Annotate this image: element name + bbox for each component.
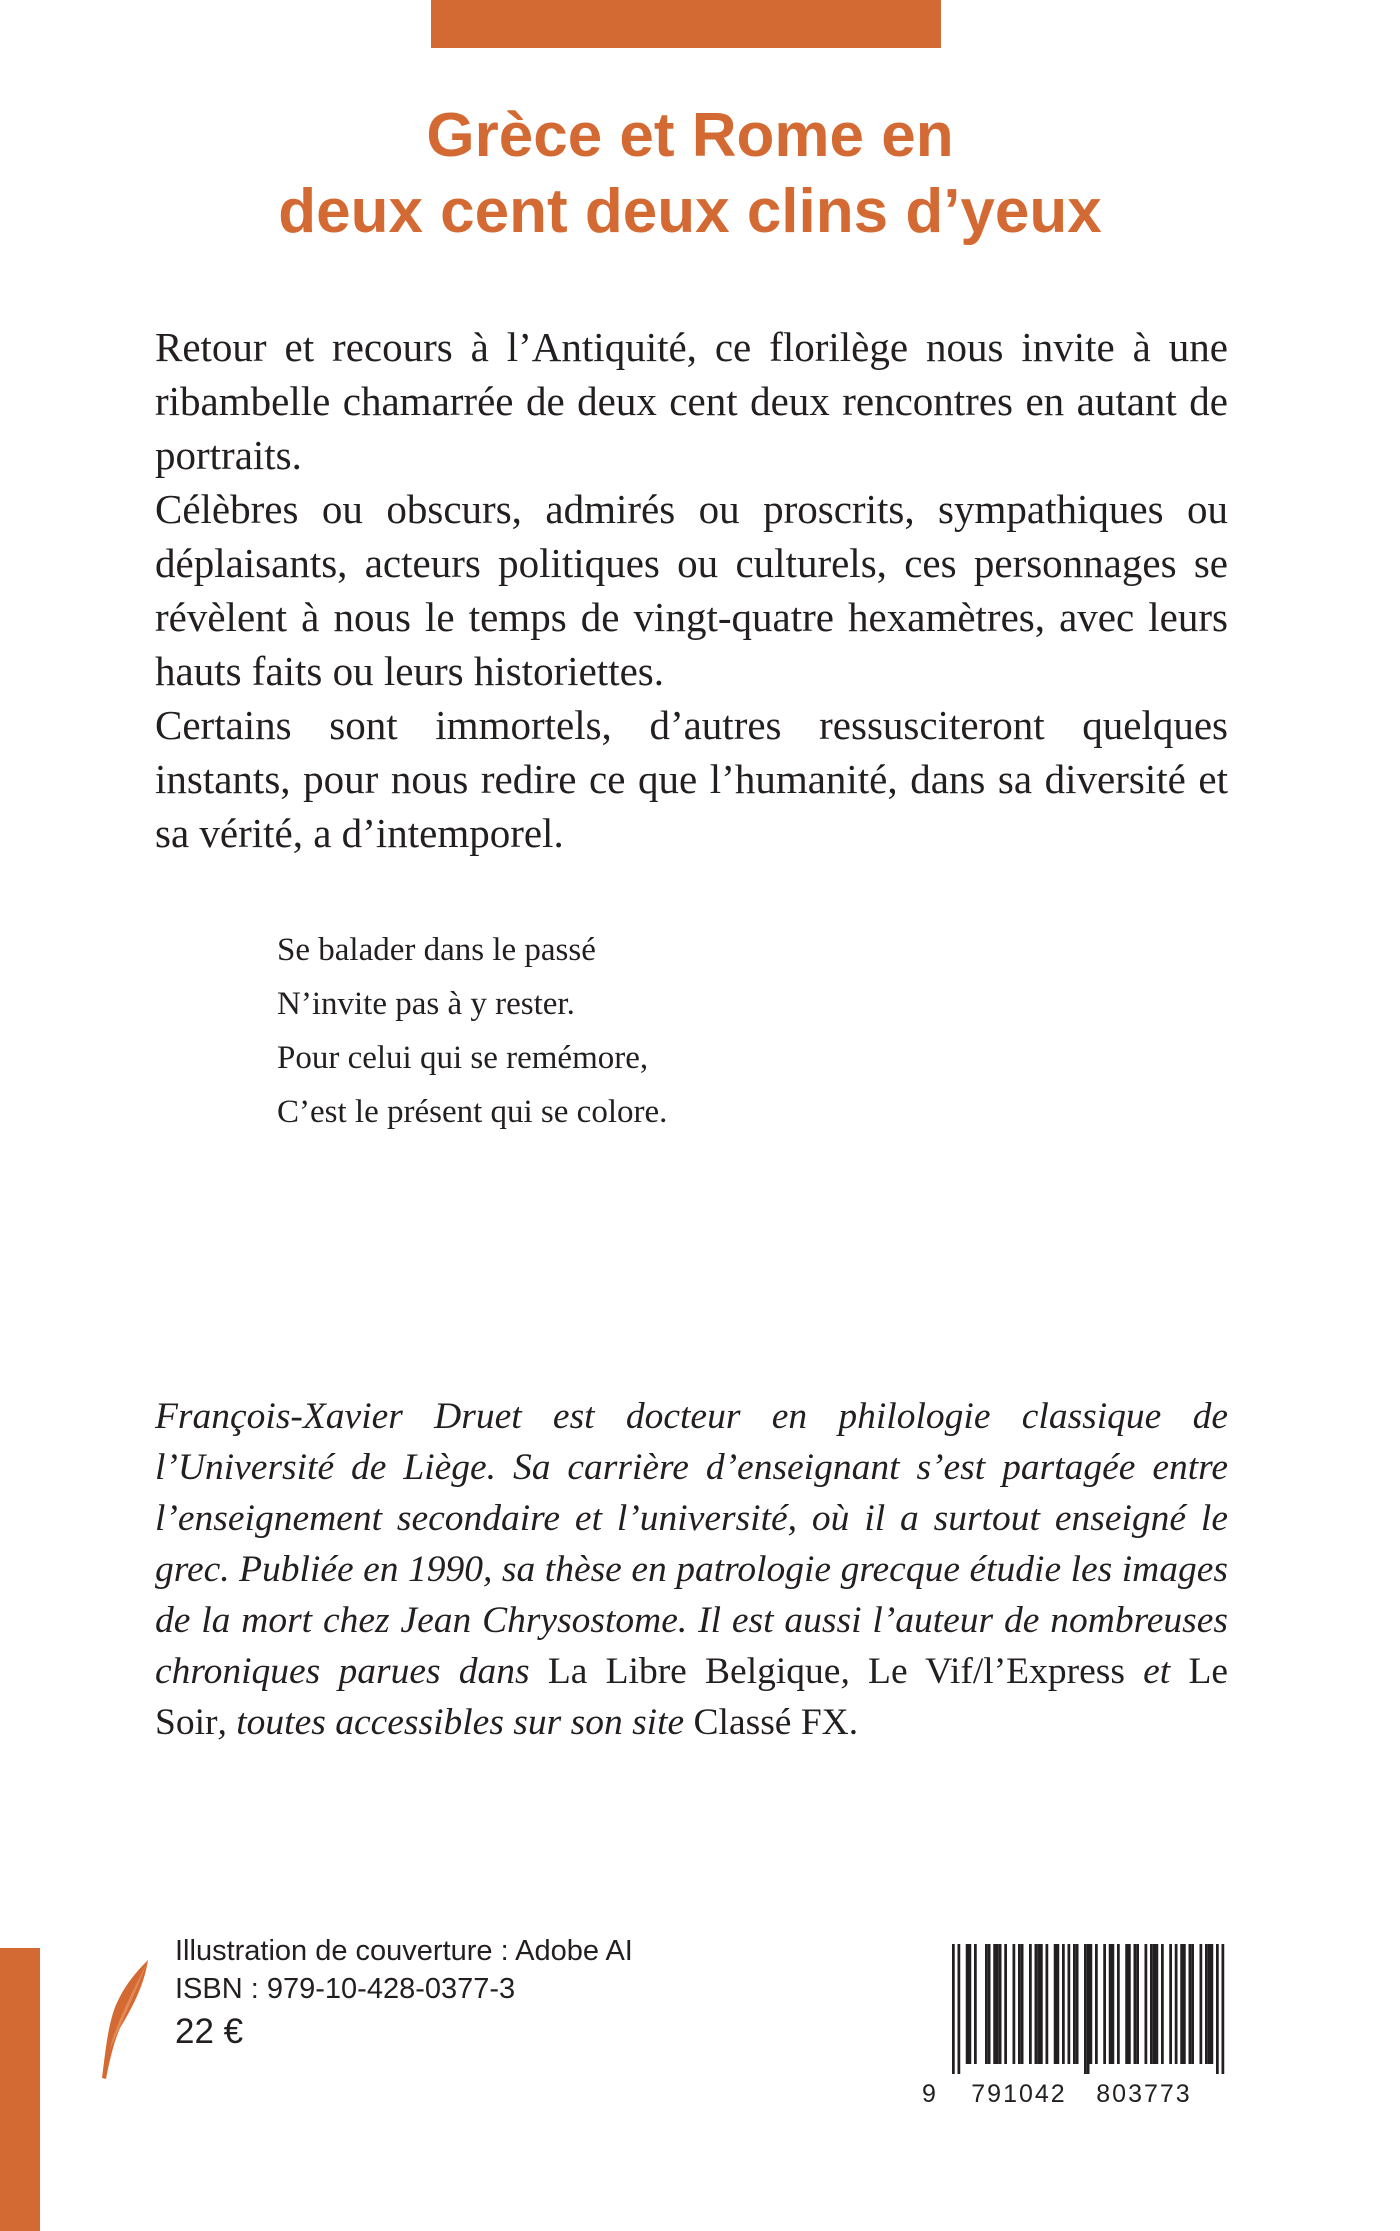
newspaper-le-soir: Le Soir — [155, 1651, 1228, 1743]
barcode-bar — [1095, 1944, 1098, 2064]
barcode-bar — [1136, 1944, 1139, 2064]
barcode-bar — [1180, 1944, 1183, 2064]
barcode-bar — [1004, 1944, 1007, 2064]
bio-and: et — [1124, 1651, 1189, 1692]
barcode-bar — [1128, 1944, 1131, 2064]
poem-line: Se balader dans le passé — [277, 932, 596, 968]
barcode-bar — [1189, 1944, 1192, 2064]
barcode-bar — [1046, 1944, 1049, 2064]
barcode-bars — [952, 1944, 1224, 2074]
poem-line: Pour celui qui se remémore, — [277, 1040, 649, 1076]
barcode-bar — [958, 1944, 961, 2074]
bio-middle-text: , toutes accessibles sur son site — [217, 1702, 694, 1743]
newspaper-la-libre-belgique: La Libre Belgique — [547, 1651, 841, 1692]
barcode-bar — [1117, 1944, 1120, 2064]
barcode-bar — [1222, 1944, 1225, 2074]
barcode-bar — [1134, 1944, 1137, 2064]
barcode-bar — [1090, 1944, 1093, 2064]
barcode-bar — [952, 1944, 955, 2074]
barcode-bar — [985, 1944, 988, 2064]
barcode-digits-right: 803773 — [1096, 2080, 1192, 2108]
barcode-bar — [1175, 1944, 1178, 2064]
poem-excerpt — [277, 923, 667, 1139]
blurb-paragraph: Célèbres ou obscurs, admirés ou proscrits, sympathiques ou déplaisants, acteurs politiques ou culturels, ces personnages se révèlent à nous le temps de vingt-quatre hexamètres, avec leurs hauts faits ou leurs historiettes. — [155, 486, 1228, 694]
barcode-bar — [1037, 1944, 1040, 2064]
bio-intro-text: François-Xavier Druet est docteur en philologie classique de l’Université de Liège. Sa carrière d’enseignant s’est partagée entre l’enseignement secondaire et l’université, où il a surtout enseigné le grec. Publiée en 1990, sa thèse en patrologie grecque étudie les images de la mort chez Jean Chrysostome. Il est aussi l’auteur de nombreuses chroniques parues dans — [155, 1396, 1228, 1692]
book-blurb — [155, 320, 1228, 860]
barcode-bar — [1125, 1944, 1128, 2064]
barcode-bar — [1021, 1944, 1024, 2064]
barcode-bar — [1200, 1944, 1203, 2064]
title-line-2: deux cent deux clins d’yeux — [278, 177, 1102, 246]
newspaper-le-vif-express: Le Vif/l’Express — [868, 1651, 1125, 1692]
poem-line: N’invite pas à y rester. — [277, 986, 575, 1022]
blurb-paragraph: Retour et recours à l’Antiquité, ce florilège nous invite à une ribambelle chamarrée de deux cent deux rencontres en autant de portraits. — [155, 324, 1228, 478]
title-line-1: Grèce et Rome en — [426, 101, 954, 170]
barcode-digits-left: 791042 — [971, 2080, 1067, 2108]
barcode-bar — [1029, 1944, 1032, 2064]
barcode-bar — [1211, 1944, 1214, 2064]
barcode-bar — [1109, 1944, 1112, 2064]
author-bio-paragraph — [155, 1391, 1228, 1748]
price: 22 € — [175, 2012, 244, 2051]
barcode-bar — [1216, 1944, 1219, 2074]
barcode-bar — [1156, 1944, 1159, 2064]
illustration-credit: Illustration de couverture : Adobe AI — [175, 1935, 633, 1967]
barcode-bar — [1057, 1944, 1060, 2064]
barcode-bar — [1087, 1944, 1090, 2074]
barcode-bar — [1035, 1944, 1038, 2064]
barcode-bar — [999, 1944, 1002, 2064]
top-accent-bar — [431, 0, 941, 48]
barcode-bar — [1054, 1944, 1057, 2064]
author-bio — [155, 1391, 1228, 1748]
barcode-bar — [1183, 1944, 1186, 2064]
barcode-bar — [996, 1944, 999, 2064]
poem-line: C’est le présent qui se colore. — [277, 1094, 668, 1130]
barcode-bar — [1208, 1944, 1211, 2064]
bio-end: . — [848, 1702, 859, 1743]
blurb-paragraph: Certains sont immortels, d’autres ressusciteront quelques instants, pour nous redire ce que l’humanité, dans sa diversité et sa vérité, a d’intemporel. — [155, 702, 1228, 856]
barcode-bar — [1153, 1944, 1156, 2064]
barcode-bar — [974, 1944, 977, 2064]
barcode-bar — [1062, 1944, 1065, 2064]
barcode-bar — [1150, 1944, 1153, 2064]
barcode-icon — [918, 1942, 1230, 2112]
barcode-bar — [1205, 1944, 1208, 2064]
book-title — [0, 98, 1380, 250]
publisher-info — [175, 1932, 633, 2056]
barcode-bar — [1112, 1944, 1115, 2064]
feather-icon — [98, 1958, 150, 2082]
barcode-bar — [1073, 1944, 1076, 2064]
bottom-left-accent-bar — [0, 1948, 40, 2231]
barcode-lead-digit: 9 — [922, 2080, 936, 2108]
barcode-bar — [1076, 1944, 1079, 2064]
barcode-bar — [1068, 1944, 1071, 2064]
barcode-bar — [1103, 1944, 1106, 2064]
barcode-bar — [1191, 1944, 1194, 2064]
barcode-bar — [969, 1944, 972, 2064]
barcode-bar — [1161, 1944, 1164, 2064]
barcode-bar — [1013, 1944, 1016, 2064]
barcode-bar — [993, 1944, 996, 2064]
barcode-bar — [1145, 1944, 1148, 2064]
barcode-bar — [966, 1944, 969, 2064]
author-site-name: Classé FX — [693, 1702, 849, 1743]
barcode-bar — [1084, 1944, 1087, 2074]
barcode-bar — [1169, 1944, 1172, 2064]
barcode-bar — [1040, 1944, 1043, 2064]
isbn-number: ISBN : 979-10-428-0377-3 — [175, 1973, 516, 2005]
bio-separator: , — [840, 1651, 869, 1692]
barcode-bar — [988, 1944, 991, 2064]
barcode-bar — [1018, 1944, 1021, 2064]
